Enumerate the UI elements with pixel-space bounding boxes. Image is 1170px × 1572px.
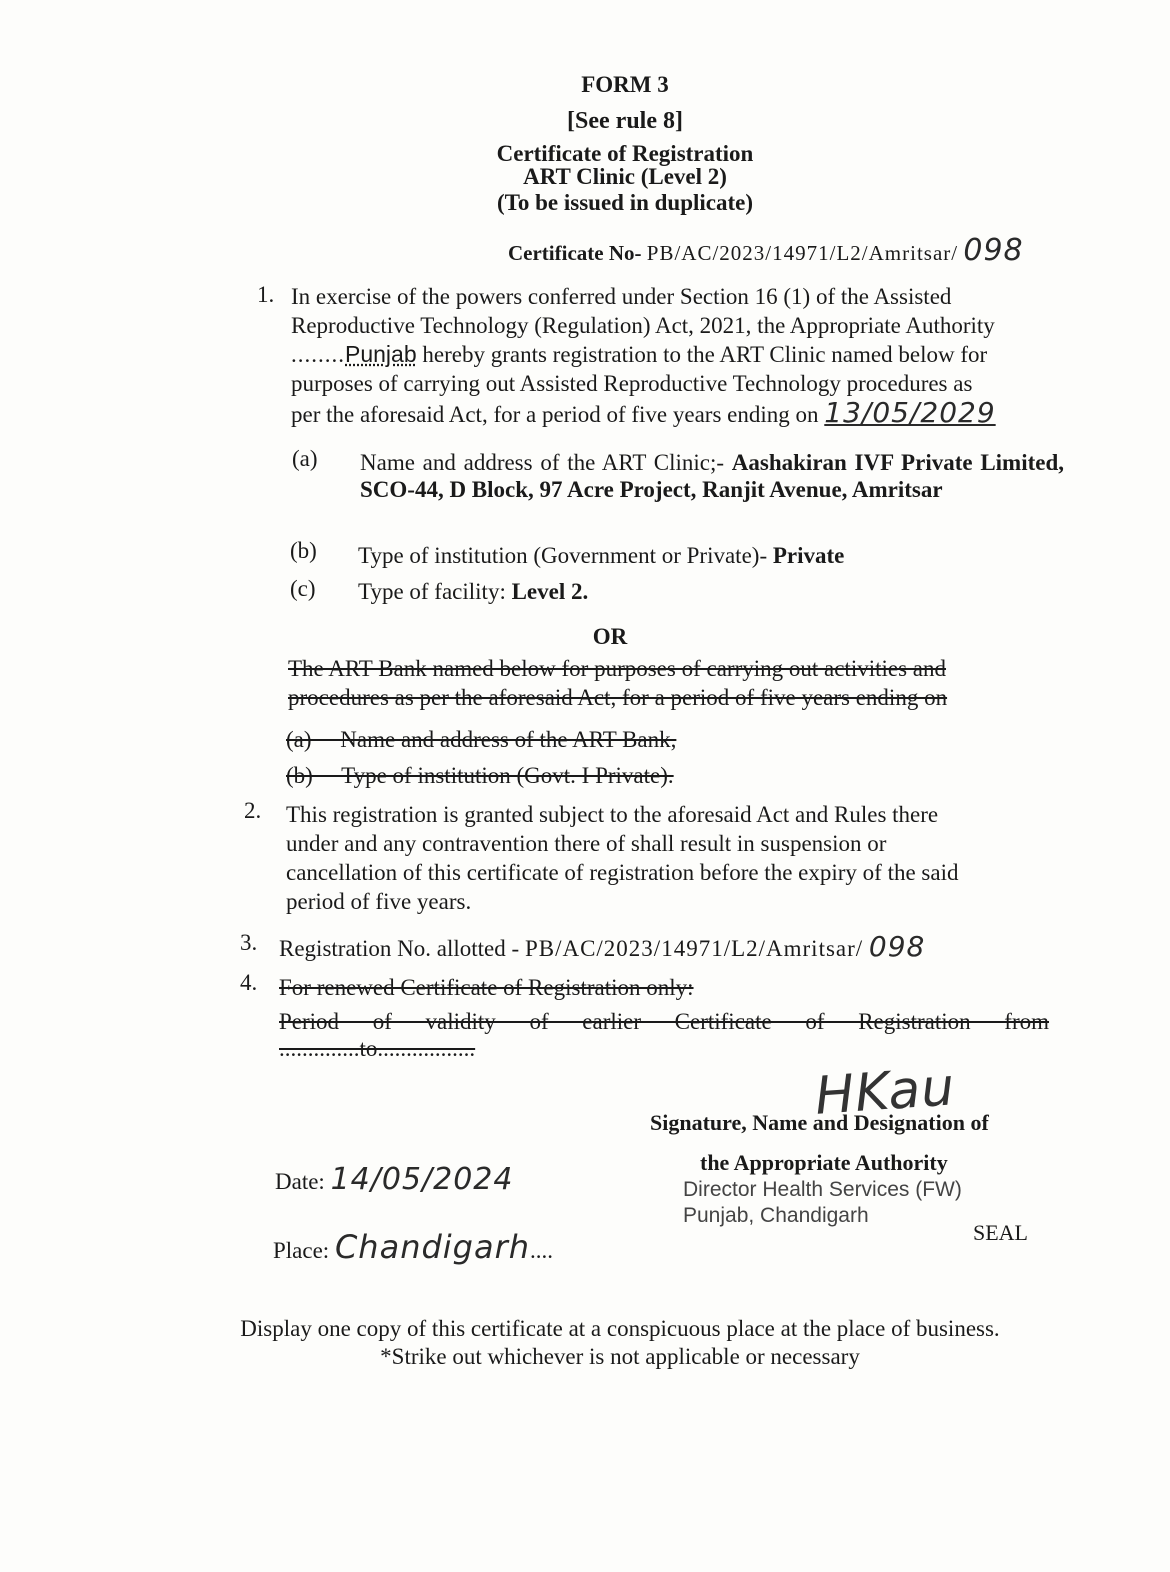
art-bank-paragraph <box>288 654 1058 712</box>
registration-number-line <box>279 930 925 963</box>
signature-mark: HKau <box>813 1057 958 1127</box>
authority-dots: ........ <box>291 342 345 367</box>
item-1a-text: Name and address of the ART Clinic;- Aashakiran IVF Private Limited, SCO-44, D Block, 97 Acre Project, Ranjit Avenue, Amritsar <box>360 450 1065 502</box>
or-divider: OR <box>592 624 628 649</box>
authority-stamp-line-1: Director Health Services (FW) <box>683 1178 962 1201</box>
footer <box>200 1315 1040 1371</box>
place-value: Chandigarh <box>334 1228 531 1266</box>
registration-number-handwritten: 098 <box>868 930 926 963</box>
item-4-number: 4. <box>240 970 258 995</box>
item-2-number: 2. <box>244 798 262 823</box>
signature-caption-line-1: Signature, Name and Designation of <box>650 1110 989 1135</box>
item-1b-text: Type of institution (Government or Private)- Private <box>358 543 845 568</box>
signature-caption-line-2: the Appropriate Authority <box>700 1150 948 1175</box>
item-1c-label: (c) <box>290 576 316 601</box>
seal-label: SEAL <box>973 1220 1028 1245</box>
certificate-number-handwritten: 098 <box>963 233 1024 268</box>
item-4-line-2: Period of validity of earlier Certificate of Registration from <box>279 1009 1049 1034</box>
rule-reference: [See rule 8] <box>567 108 683 134</box>
certificate-number-value: PB/AC/2023/14971/L2/Amritsar/ <box>646 241 959 265</box>
item-2-paragraph: This registration is granted subject to the aforesaid Act and Rules there under and any contravention there of shall result in suspension or cancellation of this certificate of registration before the expiry of the said period of five years. <box>286 802 959 914</box>
registration-number-value: PB/AC/2023/14971/L2/Amritsar/ <box>524 936 864 961</box>
clinic-name-address: Aashakiran IVF Private Limited, SCO-44, D Block, 97 Acre Project, Ranjit Avenue, Amritsar <box>360 450 1065 502</box>
item-1c-text: Type of facility: Level 2. <box>358 579 589 604</box>
registration-end-date: 13/05/2029 <box>824 396 996 429</box>
item-4-line-3: ..............to................. <box>279 1036 476 1061</box>
registration-number-label: Registration No. allotted - <box>279 936 520 961</box>
item-1-line-5: per the aforesaid Act, for a period of five years ending on 13/05/2029 <box>291 396 996 429</box>
item-1-line-1: In exercise of the powers conferred under Section 16 (1) of the Assisted <box>291 284 952 309</box>
item-1-number: 1. <box>257 282 275 307</box>
date-line <box>275 1162 513 1197</box>
place-line <box>273 1228 553 1266</box>
item-3-number: 3. <box>240 930 258 955</box>
facility-type: Level 2. <box>511 579 589 604</box>
item-1-paragraph <box>291 282 1067 429</box>
item-1-line-3 <box>291 340 1067 369</box>
duplicate-note: (To be issued in duplicate) <box>496 190 754 215</box>
item-1b-label: (b) <box>290 538 317 563</box>
art-bank-line-1: The ART Bank named below for purposes of carrying out activities and <box>288 656 947 681</box>
item-1-line-3-rest: hereby grants registration to the ART Clinic named below for <box>422 342 988 367</box>
place-dots: .... <box>530 1238 554 1263</box>
display-instruction: Display one copy of this certificate at a conspicuous place at the place of business. <box>240 1316 1000 1341</box>
place-label: Place: <box>273 1238 330 1263</box>
authority-name: Punjab <box>345 341 417 367</box>
item-1-line-2: Reproductive Technology (Regulation) Act, 2021, the Appropriate Authority <box>291 313 995 338</box>
form-number: FORM 3 <box>581 72 669 97</box>
item-4-line-1: For renewed Certificate of Registration only: <box>279 975 694 1000</box>
date-value: 14/05/2024 <box>330 1162 514 1197</box>
certificate-number-label: Certificate No- <box>508 241 642 265</box>
date-label: Date: <box>275 1169 325 1194</box>
item-1a-label: (a) <box>292 446 318 471</box>
strike-out-note: *Strike out whichever is not applicable or necessary <box>380 1344 860 1369</box>
art-bank-item-b: (b) Type of institution (Govt. I Private). <box>286 763 674 788</box>
authority-stamp-line-2: Punjab, Chandigarh <box>683 1204 869 1227</box>
art-bank-item-a: (a) Name and address of the ART Bank, <box>286 727 677 752</box>
certificate-title: Certificate of Registration <box>496 141 754 166</box>
certificate-number-line <box>508 233 1024 268</box>
art-bank-line-2: procedures as per the aforesaid Act, for a period of five years ending on <box>288 685 948 710</box>
certificate-subtitle: ART Clinic (Level 2) <box>523 164 727 189</box>
item-1-line-4: purposes of carrying out Assisted Reproductive Technology procedures as <box>291 371 973 396</box>
institution-type: Private <box>772 543 845 568</box>
